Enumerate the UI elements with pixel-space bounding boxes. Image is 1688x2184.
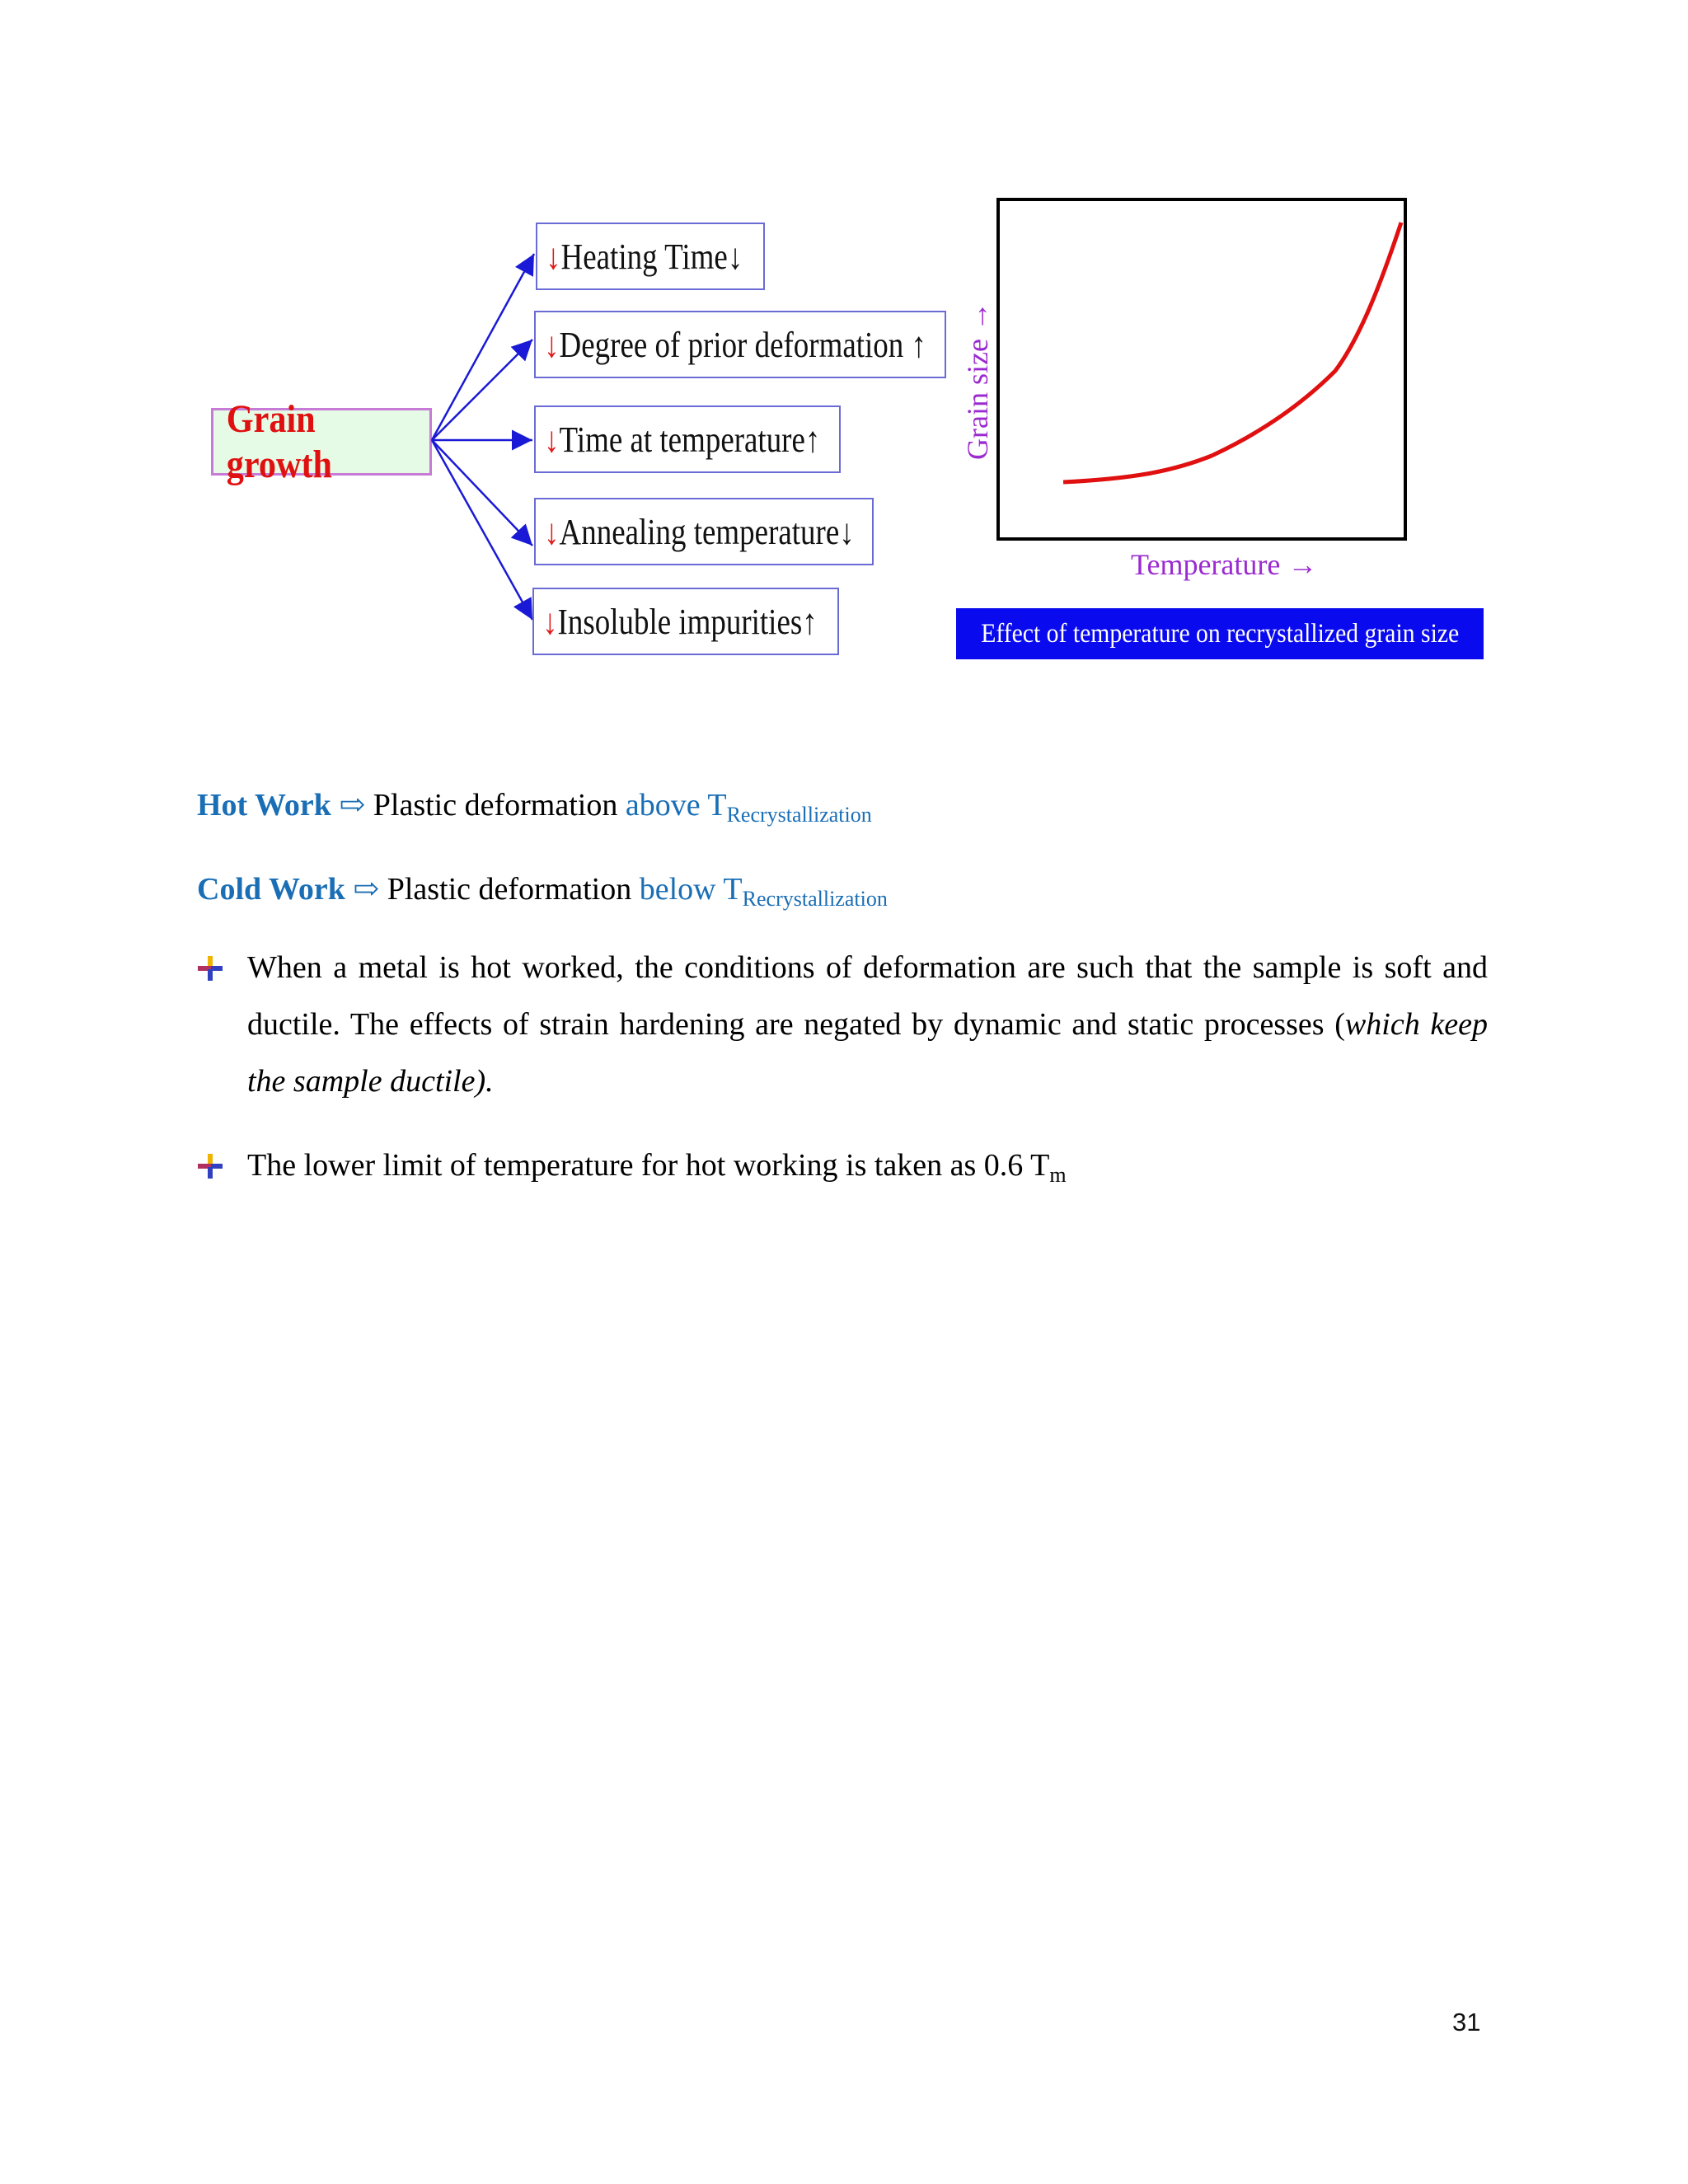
cold-work-relation: below T [639, 872, 743, 907]
arrow-2 [432, 340, 532, 440]
cold-work-arrow: ⇨ [353, 872, 380, 907]
cold-work-desc: Plastic deformation [387, 872, 632, 907]
factor-arrow-4: ↓ [544, 511, 560, 552]
y-axis-label: Grain size → [961, 302, 994, 460]
factor-text-1: Heating Time↓ [560, 236, 743, 277]
hot-work-relation: above T [625, 788, 727, 823]
factor-text-2: Degree of prior deformation ↑ [559, 324, 926, 365]
factor-arrow-2: ↓ [544, 324, 560, 365]
arrow-1 [432, 254, 534, 440]
factor-box-5 [532, 588, 839, 655]
x-axis-label: Temperature → [1131, 548, 1318, 581]
factor-arrow-1: ↓ [546, 236, 561, 277]
grain-size-graph [989, 194, 1418, 548]
cold-work-term: Cold Work [197, 872, 345, 907]
bullet-paragraph-1: When a metal is hot worked, the conditions of deformation are such that the sample is soft and ductile. The effects of strain hardening are negated by dynamic and static processes (which keep the sample ductile). [247, 950, 1489, 1099]
page-number: 31 [1452, 2008, 1481, 2036]
cold-work-line [197, 874, 888, 910]
bullet-icon-2 [196, 1152, 224, 1180]
grain-growth-label: Grain growth [226, 397, 333, 486]
hot-work-term: Hot Work [197, 788, 331, 823]
factor-arrow-5: ↓ [542, 601, 558, 642]
graph-frame [998, 199, 1405, 539]
hot-work-desc: Plastic deformation [373, 788, 618, 823]
factor-box-1 [536, 223, 765, 290]
factor-box-3 [534, 405, 841, 473]
factor-box-4 [534, 498, 874, 565]
cold-work-sub: Recrystallization [742, 887, 888, 911]
factor-box-2 [534, 311, 946, 378]
factor-text-3: Time at temperature↑ [559, 419, 821, 460]
hot-work-line [197, 790, 872, 826]
factor-arrow-3: ↓ [544, 419, 560, 460]
factor-text-5: Insoluble impurities↑ [557, 601, 818, 642]
factor-text-4: Annealing temperature↓ [559, 511, 855, 552]
hot-work-arrow: ⇨ [339, 788, 366, 823]
hot-work-sub: Recrystallization [726, 803, 872, 827]
bullet-icon-1 [196, 954, 224, 982]
graph-caption: Effect of temperature on recrystallized grain size [956, 608, 1484, 659]
bullet-paragraph-2: The lower limit of temperature for hot working is taken as 0.6 $T_m$ [247, 1148, 1067, 1187]
